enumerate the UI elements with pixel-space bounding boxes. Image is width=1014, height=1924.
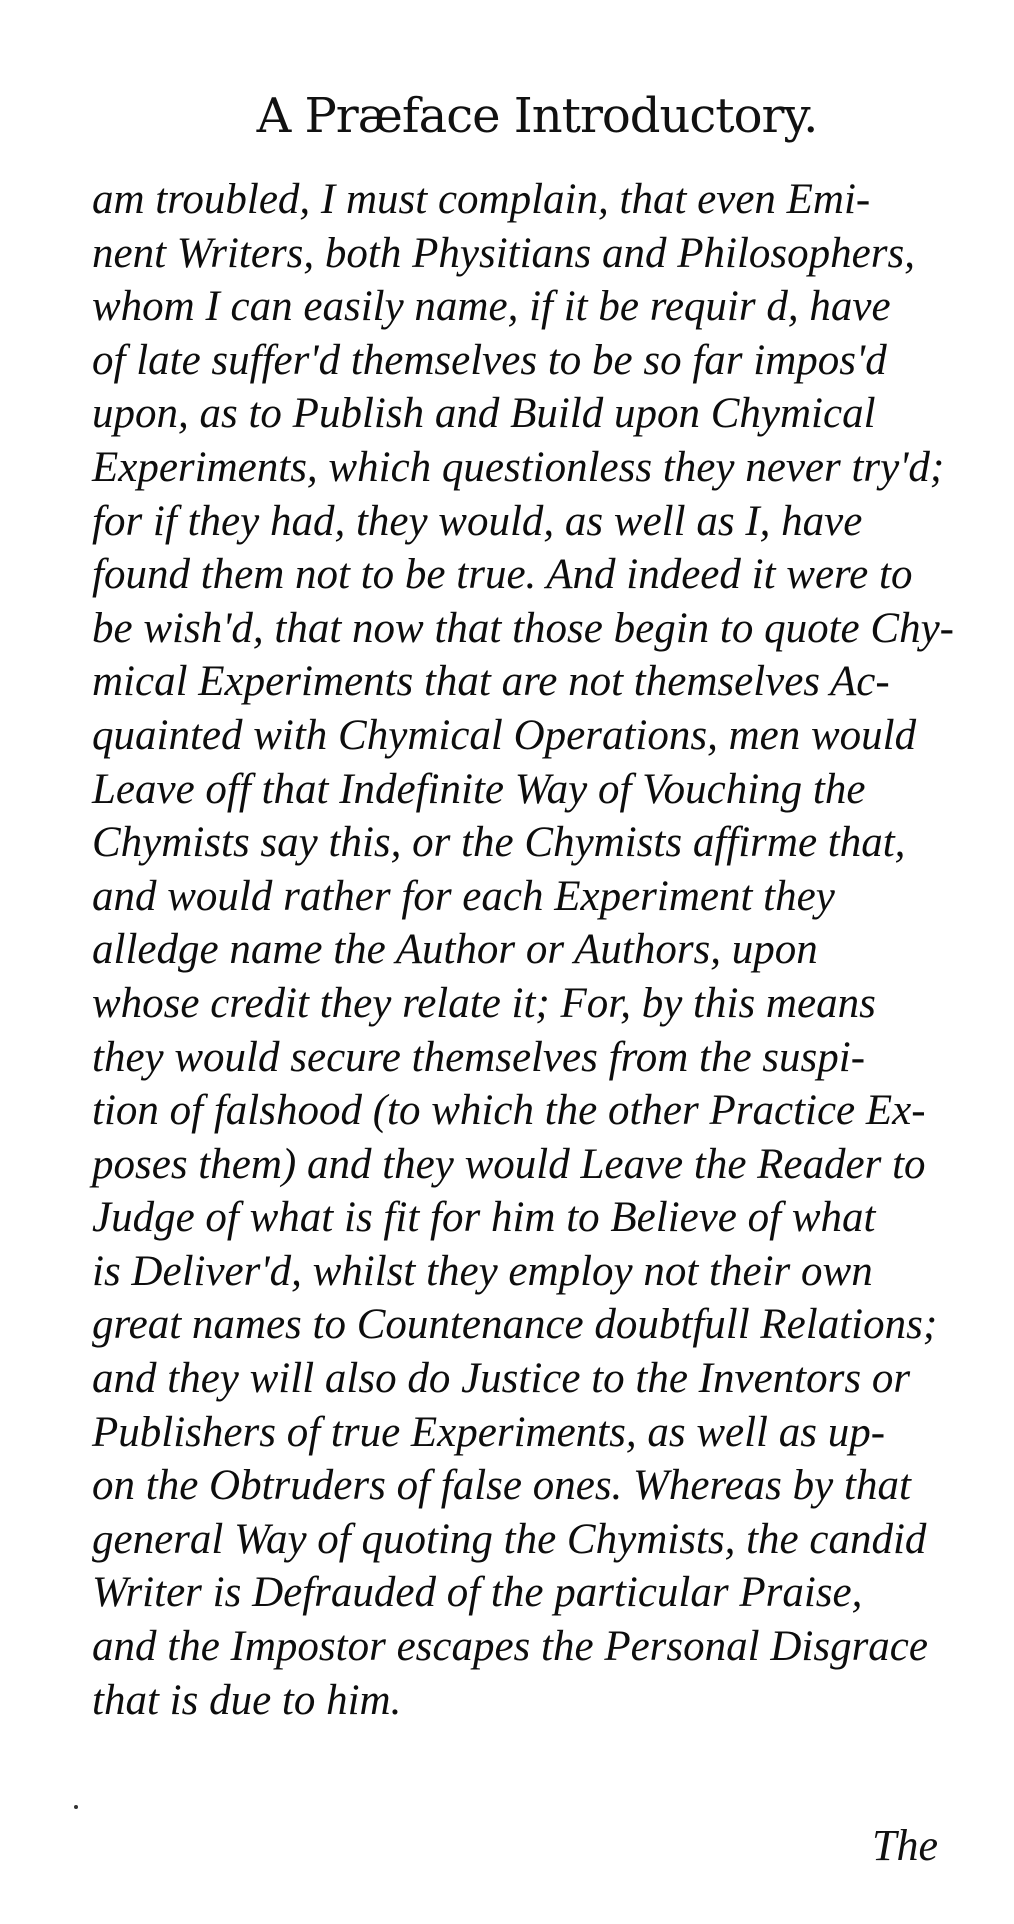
ink-speck bbox=[74, 1805, 78, 1809]
text-line: Judge of what is fit for him to Believe of what bbox=[92, 1194, 876, 1242]
text-line: Publishers of true Experiments, as well as up- bbox=[92, 1408, 886, 1456]
text-line: is Deliver'd, whilst they employ not their own bbox=[92, 1247, 873, 1295]
text-line: Experiments, which questionless they never try'd; bbox=[92, 443, 945, 491]
text-line: found them not to be true. And indeed it were to bbox=[92, 551, 913, 599]
text-line: Leave off that Indefinite Way of Vouching the bbox=[92, 765, 866, 813]
text-line: general Way of quoting the Chymists, the candid bbox=[92, 1515, 927, 1563]
text-line: mical Experiments that are not themselves Ac- bbox=[92, 658, 890, 706]
text-line: and would rather for each Experiment they bbox=[92, 872, 835, 920]
text-line: of late suffer'd themselves to be so far impos'd bbox=[92, 336, 887, 384]
running-head: A Præface Introductory. bbox=[256, 88, 818, 144]
text-line: on the Obtruders of false ones. Whereas by that bbox=[92, 1462, 911, 1510]
text-line: whose credit they relate it; For, by this means bbox=[92, 979, 876, 1027]
text-line: am troubled, I must complain, that even Emi- bbox=[92, 176, 871, 223]
text-line: great names to Countenance doubtfull Relations; bbox=[92, 1301, 938, 1349]
text-line: for if they had, they would, as well as I, have bbox=[92, 497, 863, 545]
text-line: they would secure themselves from the suspi- bbox=[92, 1033, 866, 1081]
text-line: alledge name the Author or Authors, upon bbox=[92, 926, 818, 974]
text-line: and the Impostor escapes the Personal Disgrace bbox=[92, 1623, 928, 1671]
text-line: nent Writers, both Physitians and Philosophers, bbox=[92, 229, 915, 277]
text-line: whom I can easily name, if it be requir d, have bbox=[92, 283, 891, 331]
text-line: and they will also do Justice to the Inventors or bbox=[92, 1355, 911, 1403]
text-line: tion of falshood (to which the other Practice Ex- bbox=[92, 1087, 926, 1135]
text-line: be wish'd, that now that those begin to quote Chy- bbox=[92, 604, 954, 652]
catchword: The bbox=[872, 1821, 938, 1870]
text-line: that is due to him. bbox=[92, 1676, 402, 1724]
text-line: Writer is Defrauded of the particular Praise, bbox=[92, 1569, 863, 1617]
text-line: Chymists say this, or the Chymists affirme that, bbox=[92, 819, 906, 867]
text-line: quainted with Chymical Operations, men would bbox=[92, 711, 917, 759]
body-text bbox=[92, 173, 992, 1727]
text-line: upon, as to Publish and Build upon Chymical bbox=[92, 390, 876, 438]
text-line: poses them) and they would Leave the Reader to bbox=[92, 1140, 926, 1188]
